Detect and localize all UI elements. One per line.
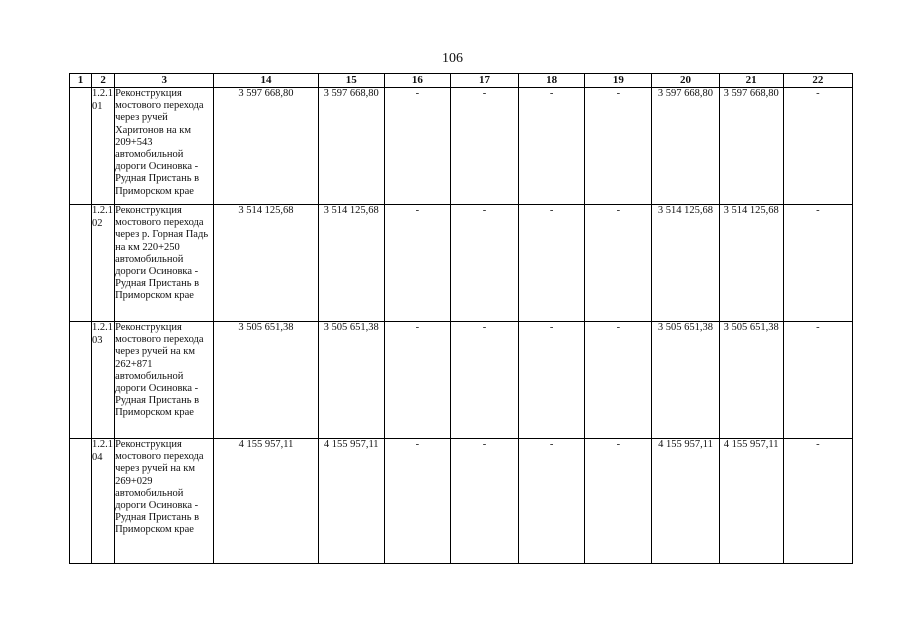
cell-col18: -	[519, 439, 585, 564]
column-header: 15	[318, 74, 384, 88]
cell-col14: 3 505 651,38	[214, 322, 318, 439]
cell-col15: 3 514 125,68	[318, 205, 384, 322]
cell-item-number: 1.2.1 04	[92, 439, 115, 564]
cell-col22: -	[783, 88, 852, 205]
cell-col21: 3 505 651,38	[719, 322, 783, 439]
column-header: 22	[783, 74, 852, 88]
cell-col22: -	[783, 322, 852, 439]
cell-col14: 3 514 125,68	[214, 205, 318, 322]
cell-col20: 4 155 957,11	[652, 439, 719, 564]
cell-col16: -	[384, 205, 450, 322]
column-header: 20	[652, 74, 719, 88]
cell-col15: 4 155 957,11	[318, 439, 384, 564]
cell-col21: 4 155 957,11	[719, 439, 783, 564]
cell-col15: 3 597 668,80	[318, 88, 384, 205]
cell-object-name: Реконструкция мостового перехода через ручей на км 269+029 автомобильной дороги Осиновка - Рудная Пристань в Приморском крае	[115, 439, 214, 564]
cell-col20: 3 597 668,80	[652, 88, 719, 205]
cell-col1	[70, 322, 92, 439]
cell-col17: -	[450, 88, 518, 205]
table-row	[70, 439, 853, 564]
cell-col16: -	[384, 88, 450, 205]
cell-col15: 3 505 651,38	[318, 322, 384, 439]
column-header: 21	[719, 74, 783, 88]
column-header: 14	[214, 74, 318, 88]
cell-col16: -	[384, 439, 450, 564]
data-table	[69, 73, 853, 564]
cell-col18: -	[519, 205, 585, 322]
cell-col17: -	[450, 322, 518, 439]
cell-col19: -	[585, 439, 652, 564]
column-header: 18	[519, 74, 585, 88]
cell-object-name: Реконструкция мостового перехода через ручей на км 262+871 автомобильной дороги Осиновка - Рудная Пристань в Приморском крае	[115, 322, 214, 439]
cell-item-number: 1.2.1 01	[92, 88, 115, 205]
cell-col18: -	[519, 322, 585, 439]
table-row	[70, 322, 853, 439]
column-header: 19	[585, 74, 652, 88]
cell-col18: -	[519, 88, 585, 205]
table-row	[70, 205, 853, 322]
cell-object-name: Реконструкция мостового перехода через ручей Харитонов на км 209+543 автомобильной дороги Осиновка - Рудная Пристань в Приморском крае	[115, 88, 214, 205]
cell-item-number: 1.2.1 03	[92, 322, 115, 439]
cell-object-name: Реконструкция мостового перехода через р. Горная Падь на км 220+250 автомобильной дороги Осиновка - Рудная Пристань в Приморском крае	[115, 205, 214, 322]
cell-col1	[70, 205, 92, 322]
cell-col20: 3 505 651,38	[652, 322, 719, 439]
header-row	[70, 74, 853, 88]
column-header: 2	[92, 74, 115, 88]
cell-col21: 3 514 125,68	[719, 205, 783, 322]
cell-col14: 3 597 668,80	[214, 88, 318, 205]
cell-col21: 3 597 668,80	[719, 88, 783, 205]
cell-col19: -	[585, 88, 652, 205]
column-header: 3	[115, 74, 214, 88]
column-header: 1	[70, 74, 92, 88]
cell-col19: -	[585, 205, 652, 322]
cell-col22: -	[783, 205, 852, 322]
cell-col16: -	[384, 322, 450, 439]
cell-col22: -	[783, 439, 852, 564]
cell-col1	[70, 88, 92, 205]
cell-item-number: 1.2.1 02	[92, 205, 115, 322]
cell-col1	[70, 439, 92, 564]
column-header: 16	[384, 74, 450, 88]
page-number: 106	[442, 51, 463, 66]
column-header: 17	[450, 74, 518, 88]
cell-col17: -	[450, 205, 518, 322]
cell-col14: 4 155 957,11	[214, 439, 318, 564]
cell-col19: -	[585, 322, 652, 439]
cell-col17: -	[450, 439, 518, 564]
table-row	[70, 88, 853, 205]
cell-col20: 3 514 125,68	[652, 205, 719, 322]
